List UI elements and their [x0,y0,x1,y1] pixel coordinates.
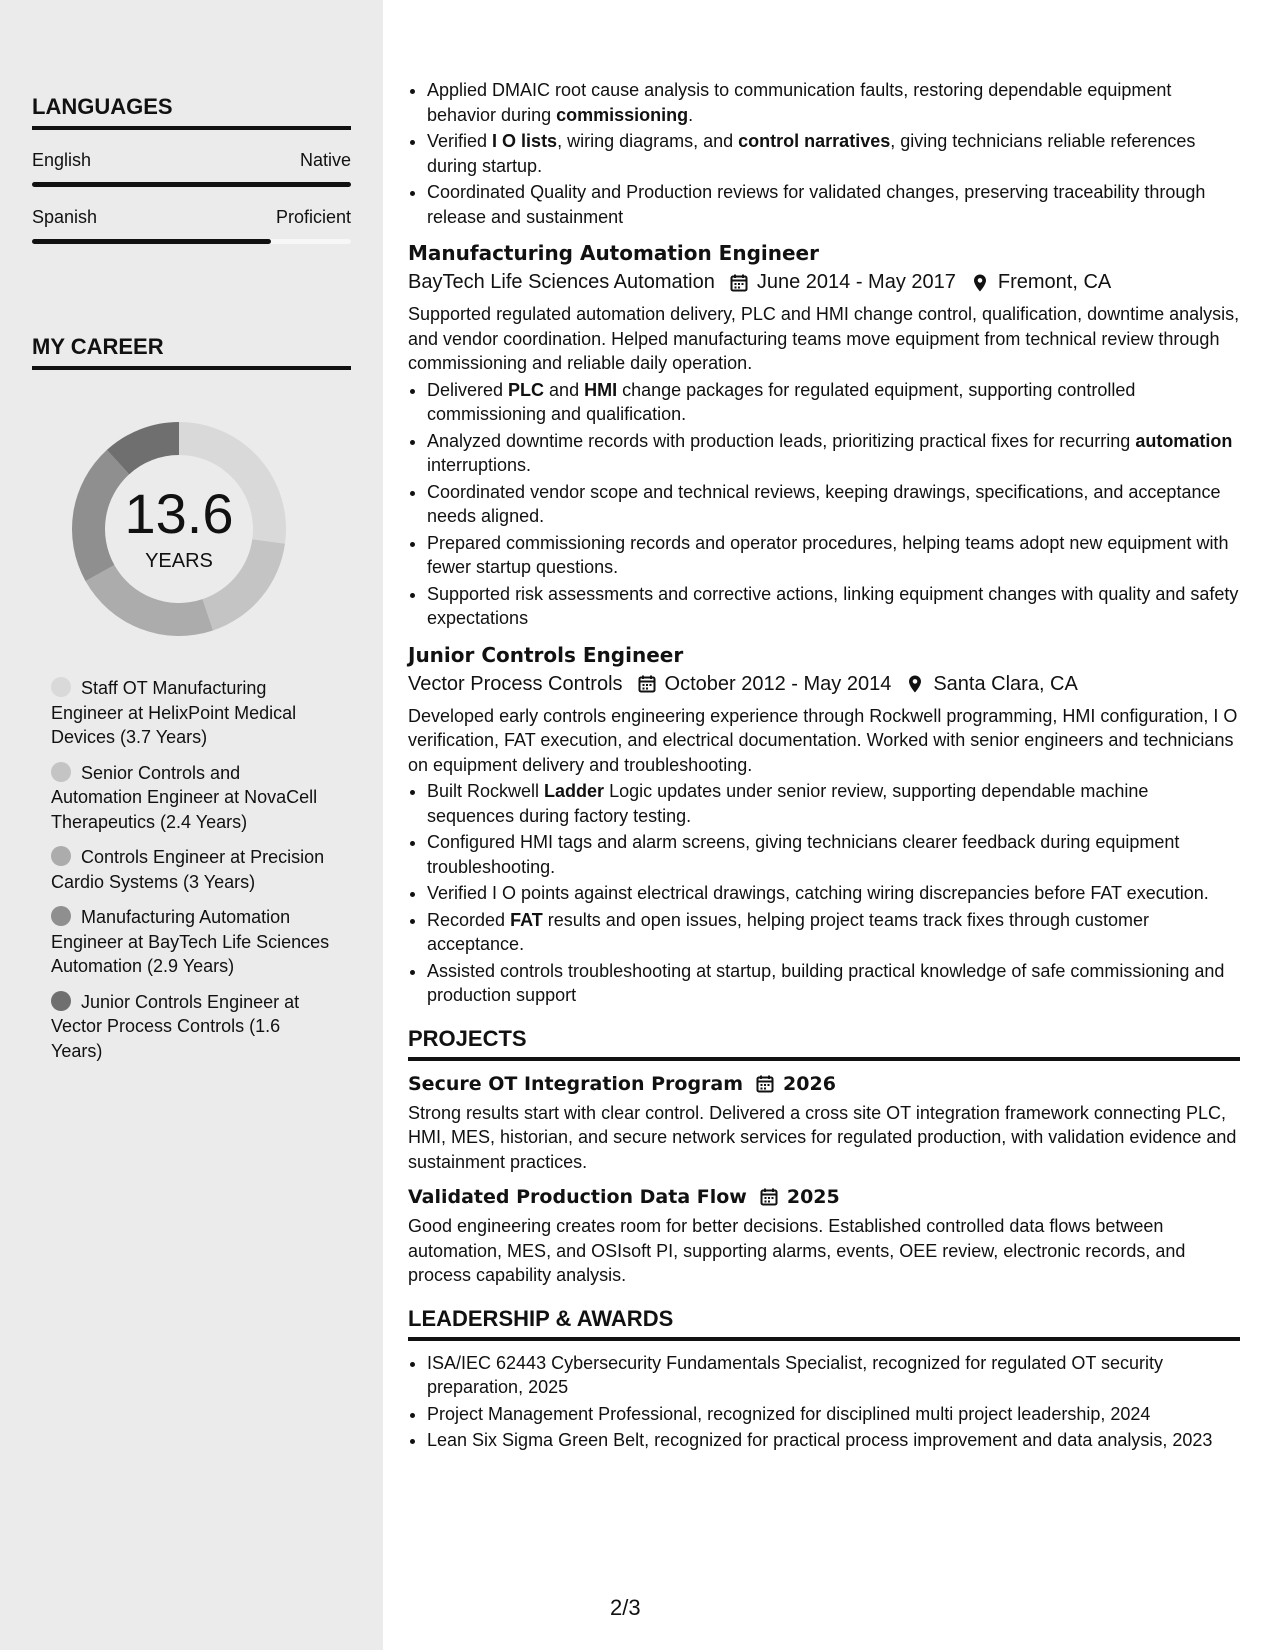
career-legend-label: Controls Engineer at Precision Cardio Systems (3 Years) [51,847,325,892]
language-bar [32,239,351,244]
legend-dot [51,846,71,866]
award-item: • ISA/IEC 62443 Cybersecurity Fundamentals Specialist, recognized for regulated OT security preparation, 2025 [427,1351,1240,1400]
bullet-item: • Assisted controls troubleshooting at startup, building practical knowledge of safe commissioning and production support [427,959,1240,1008]
bold-keyword: automation [1135,430,1233,451]
bold-keyword: I O lists [492,131,558,151]
job-meta [408,271,1240,294]
sidebar [0,0,383,1650]
bullet-item: • Built Rockwell Ladder Logic updates under senior review, supporting dependable machine sequences during factory testing. [427,779,1240,828]
job-dates: June 2014 - May 2017 [756,271,956,293]
previous-job-bullets [408,78,1240,229]
legend-dot [51,762,71,782]
language-name: Spanish [32,207,98,227]
career-legend-item [51,676,331,750]
career-total-years: 13.6 [124,482,234,545]
legend-dot [51,991,71,1011]
career-legend-label: Staff OT Manufacturing Engineer at HelixPoint Medical Devices (3.7 Years) [51,678,297,747]
bold-keyword: Ladder [544,781,605,801]
career-legend-label: Manufacturing Automation Engineer at BayTech Life Sciences Automation (2.9 Years) [51,907,330,976]
bullet-item: • Supported risk assessments and corrective actions, linking equipment changes with quality and safety expectations [427,582,1240,631]
awards-title: LEADERSHIP & AWARDS [408,1306,1240,1341]
bullet-item: • Analyzed downtime records with production leads, prioritizing practical fixes for recurring automation interruptions. [427,429,1240,478]
job-bullets [408,779,1240,1008]
donut-center [64,414,294,644]
career-total-unit: YEARS [145,550,213,572]
career-legend-item [51,905,331,979]
job-bullets [408,378,1240,631]
language-level: Proficient [275,207,351,227]
calendar-icon [637,674,657,694]
job-meta [408,673,1240,696]
job-dates: October 2012 - May 2014 [664,672,892,695]
project-description: Strong results start with clear control. Delivered a cross site OT integration framework connecting PLC, HMI, MES, historian, and secure network services for regulated production, with validation evidence and sustainment practices. [408,1102,1237,1172]
bullet-item: • Recorded FAT results and open issues, helping project teams track fixes through customer acceptance. [427,908,1240,957]
project-description: Good engineering creates room for better decisions. Established controlled data flows between automation, MES, and OSIsoft PI, supporting alarms, events, OEE review, electronic records, and process capability analysis. [408,1216,1186,1285]
calendar-icon [755,1074,775,1094]
bold-keyword: PLC [508,379,545,400]
career-donut-chart [64,414,294,644]
bullet-item: • Verified I O lists, wiring diagrams, and control narratives, giving technicians reliable references during startup. [427,129,1240,178]
languages-title: LANGUAGES [32,94,351,130]
career-section [32,334,351,370]
career-legend-item [51,990,331,1064]
project-name: Validated Production Data Flow [408,1186,747,1208]
job-location: Santa Clara, CA [933,672,1078,695]
bold-keyword: HMI [584,379,618,400]
project-year: 2026 [783,1072,836,1095]
bullet-item: • Coordinated vendor scope and technical reviews, keeping drawings, specifications, and acceptance needs aligned. [427,480,1240,529]
job-description: Supported regulated automation delivery, PLC and HMI change control, qualification, downtime analysis, and vendor coordination. Helped manufacturing teams move equipment from technical review through commissioning and reliable daily operation. [408,304,1240,373]
project-entry [408,1186,1240,1288]
job-company: Vector Process Controls [408,672,623,695]
project-name: Secure OT Integration Program [408,1072,744,1095]
project-header [408,1073,1240,1095]
bullet-item: • Applied DMAIC root cause analysis to communication faults, restoring dependable equipment behavior during commissioning. [427,78,1240,127]
job-title: Manufacturing Automation Engineer [408,241,819,265]
career-legend-label: Junior Controls Engineer at Vector Process Controls (1.6 Years) [51,991,300,1061]
bullet-item: • Coordinated Quality and Production reviews for validated changes, preserving traceability through release and sustainment [427,180,1240,229]
project-entry [408,1073,1240,1175]
bold-keyword: commissioning [556,104,689,125]
job-entry [408,241,1240,631]
project-year: 2025 [786,1186,840,1208]
page-number: 2/3 [610,1595,641,1620]
bullet-item: • Delivered PLC and HMI change packages for regulated equipment, supporting controlled commissioning and qualification. [427,378,1240,427]
job-entry [408,643,1240,1008]
projects-title: PROJECTS [408,1026,1240,1061]
legend-dot [51,906,71,926]
career-legend-item [51,761,331,835]
bullet-item: • Verified I O points against electrical drawings, catching wiring discrepancies before FAT execution. [427,881,1240,906]
languages-section [32,94,351,244]
calendar-icon [759,1187,779,1207]
language-bar [32,182,351,187]
language-bar-fill [32,182,351,187]
awards-list [408,1351,1240,1453]
job-title: Junior Controls Engineer [408,642,684,667]
map-pin-icon [970,273,990,293]
calendar-icon [729,273,749,293]
language-item [32,150,351,187]
award-item: • Lean Six Sigma Green Belt, recognized for practical process improvement and data analysis, 2023 [427,1428,1240,1453]
bullet-item: • Configured HMI tags and alarm screens, giving technicians clearer feedback during equipment troubleshooting. [427,830,1240,879]
language-level: Native [299,150,351,170]
language-item [32,207,351,244]
main-content [408,78,1240,1455]
language-bar-fill [32,239,271,244]
career-title: MY CAREER [32,334,351,370]
career-legend-label: Senior Controls and Automation Engineer at NovaCell Therapeutics (2.4 Years) [51,762,318,832]
job-description: Developed early controls engineering experience through Rockwell programming, HMI configuration, I O verification, FAT execution, and electrical documentation. Worked with senior engineers and technicians on equipment delivery and troubleshooting. [408,705,1238,775]
language-name: English [32,150,92,170]
award-item: • Project Management Professional, recognized for disciplined multi project leadership, 2024 [427,1402,1240,1427]
project-header [408,1186,1240,1208]
map-pin-icon [905,674,925,694]
job-location: Fremont, CA [997,271,1112,293]
legend-dot [51,677,71,697]
bullet-item: • Prepared commissioning records and operator procedures, helping teams adopt new equipment with fewer startup questions. [427,531,1240,580]
bold-keyword: control narratives [738,131,891,151]
job-company: BayTech Life Sciences Automation [408,271,715,293]
bold-keyword: FAT [510,909,543,930]
career-legend-item [51,845,331,894]
career-legend [51,676,331,1074]
